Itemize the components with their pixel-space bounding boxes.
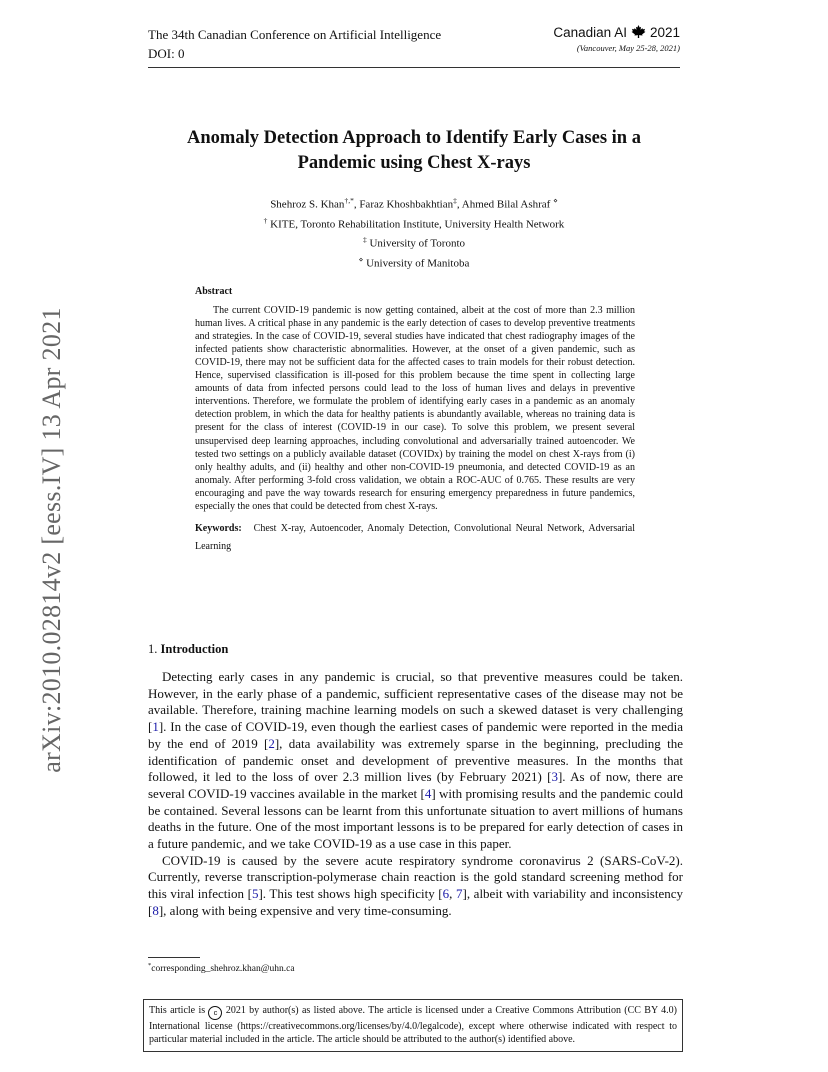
header-right [553,25,680,53]
header-divider [148,67,680,68]
author-mark: ‡ [453,196,457,205]
footnote [148,962,295,974]
section-heading [148,642,228,657]
author-name: Shehroz S. Khan [270,198,345,211]
author-name: Ahmed Bilal Ashraf [461,198,551,211]
author-name: Faraz Khoshbakhtian [359,198,454,211]
author-mark: ⋄ [553,196,558,205]
keywords-label: Keywords: [195,522,242,534]
affiliation [148,232,680,252]
brand-year: 2021 [649,25,680,40]
canadian-ai-logo [553,25,680,40]
copyright-icon: c [208,1006,222,1020]
section-number: 1. [148,642,158,656]
brand-name: Canadian AI [553,25,627,40]
citation-link[interactable]: 6 [442,886,450,902]
keywords [195,520,635,556]
header-left [148,25,441,63]
paragraph: COVID-19 is caused by the severe acute respiratory syndrome coronavirus 2 (SARS-CoV-2). Currently, reverse transcription-polymerase chain reaction is the gold standard screening method for this viral infection [5]. This test shows high specificity [6, 7], albeit with variability and inconsistency [8], along with being expensive and very time-consuming. [148,852,684,918]
citation-link[interactable]: 8 [152,902,159,918]
section-title: Introduction [160,642,229,656]
keywords-text: Chest X-ray, Autoencoder, Anomaly Detection, Convolutional Neural Network, Adversarial Learning [195,522,635,552]
affiliation [148,252,680,272]
doi-label: DOI: 0 [148,46,185,61]
abstract-section [195,285,635,556]
affiliation-text: University of Manitoba [366,257,470,270]
citation-link[interactable]: 7 [456,886,463,902]
arxiv-identifier[interactable]: arXiv:2010.02814v2 [eess.IV] 13 Apr 2021 [37,307,66,773]
affiliation-text: University of Toronto [369,237,466,250]
citation-link[interactable]: 2 [268,735,275,751]
license-prefix: This article is [149,1005,206,1016]
paragraph: Detecting early cases in any pandemic is crucial, so that preventive measures could be taken. However, in the early phase of a pandemic, sufficient representative cases of the disease may not be available. Therefore, training machine learning models on such a skewed dataset is very challenging [1]. In the case of COVID-19, even though the earliest cases of pandemic were reported in the media by the end of 2019 [2], data availability was extremely sparse in the beginning, precluding the identification of pandemic onset and development of preventive measures. In the months that followed, it led to the loss of over 2.3 million lives (by February 2021) [3]. As of now, there are several COVID-19 vaccines available in the market [4] with promising results and the pandemic could be contained. Several lessons can be learnt from this unfortunate situation to avert millions of humans deaths in the future. One of the most important lessons is to be prepared for early detection of cases in a future pandemic, and we take COVID-19 as a use case in this paper. [148,669,683,852]
conference-name: The 34th Canadian Conference on Artificial Intelligence [148,27,442,42]
affiliation-mark: ‡ [362,235,367,245]
license-text: 2021 by author(s) as listed above. The article is licensed under a Creative Commons Attribution (CC BY 4.0) International license (https://creativecommons.org/licenses/by/4.0/legalcode), except where otherwise indicated with respect to particular material included in the article. The article should be attributed to the author(s) identified above. [149,1005,677,1046]
title-line-1: Anomaly Detection Approach to Identify Early Cases in a [187,128,641,148]
venue-text: (Vancouver, May 25-28, 2021) [576,43,680,53]
citation-link[interactable]: 4 [424,785,432,801]
affiliation-text: KITE, Toronto Rehabilitation Institute, University Health Network [270,218,565,231]
maple-leaf-icon [631,25,646,38]
footnote-text: corresponding_shehroz.khan@uhn.ca [151,964,295,975]
citation-link[interactable]: 1 [152,719,159,735]
footnote-mark: * [148,962,152,969]
author-block [148,193,680,272]
abstract-heading: Abstract [195,286,233,297]
abstract-text: The current COVID-19 pandemic is now getting contained, albeit at the cost of more than 2.3 million human lives. A critical phase in any pandemic is the early detection of cases to develop preventive treatments and strategies. In the case of COVID-19, several studies have indicated that chest radiography images of the infected patients show characteristic abnormalities. However, at the onset of a given pandemic, such as COVID-19, there may not be sufficient data for the affected cases to train models for their robust detection. Hence, supervised classification is ill-posed for this problem because the time spent in collecting large amounts of data from infected persons could lead to the loss of human lives and delays in preventive interventions. Therefore, we formulate the problem of identifying early cases in a pandemic as an anomaly detection problem, in which the data for healthy patients is abundantly available, whereas no training data is present for the class of interest (COVID-19 in our case). To solve this problem, we present several unsupervised deep learning approaches, including convolutional and adversarially trained autoencoder. We tested two settings on a publicly available dataset (COVIDx) by training the model on chest X-rays from (i) only healthy adults, and (ii) healthy and other non-COVID-19 pneumonia, and detected COVID-19 as an anomaly. After performing 3-fold cross validation, we obtain a ROC-AUC of 0.765. These results are very encouraging and pave the way towards research for ensuring emergency preparedness in future pandemics, especially the ones that could be detected from chest X-rays. [195,305,635,512]
citation-link[interactable]: 5 [251,886,259,902]
affiliation-mark: ⋄ [358,254,364,264]
license-box [143,999,683,1052]
affiliation-mark: † [263,215,268,225]
paper-title [148,126,680,176]
title-line-2: Pandemic using Chest X-rays [297,153,531,173]
author-mark: †,* [344,196,354,205]
author-list: Shehroz S. Khan†,*, Faraz Khoshbakhtian‡, Ahmed Bilal Ashraf ⋄ [270,196,558,211]
citation-link[interactable]: 3 [551,769,558,785]
introduction-body [148,669,683,920]
affiliation [148,213,680,233]
footnote-divider [148,957,200,958]
